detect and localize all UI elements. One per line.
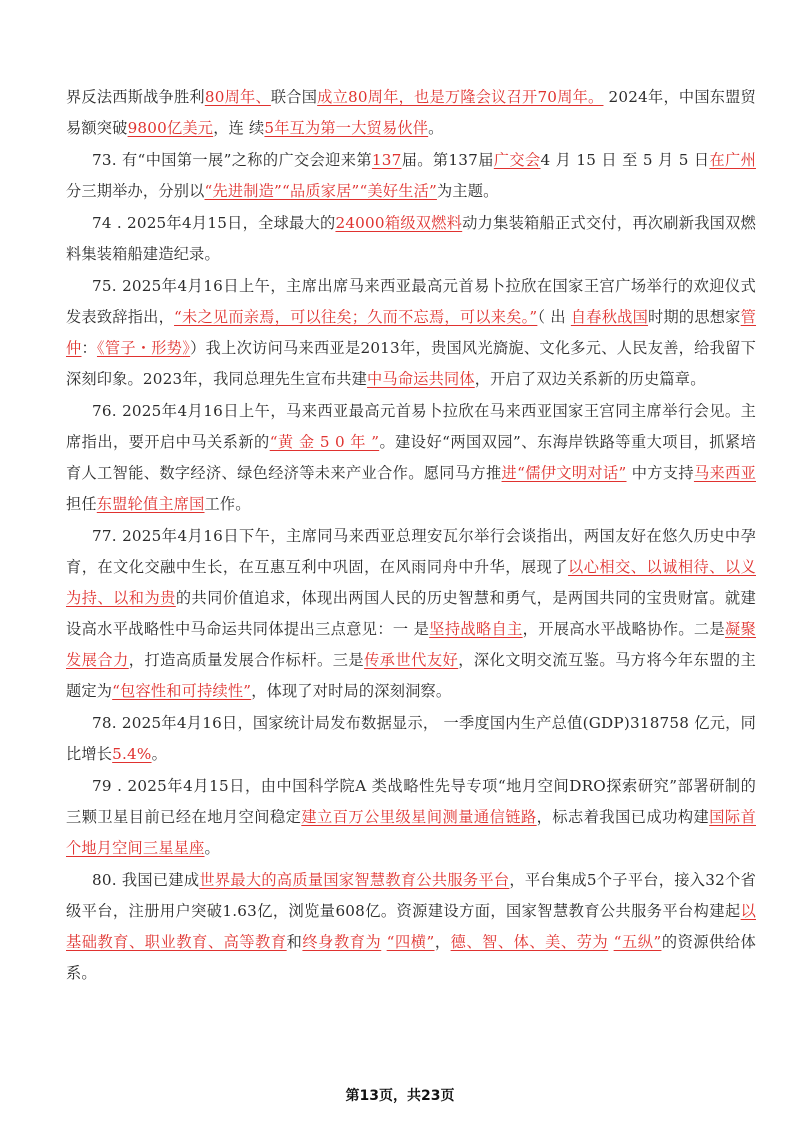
body-text: 的共同价值追求，体现出两国人民的历史智慧和勇气，是两国共同的宝贵财富。就建设高水平战略性中马命运共同体提出三点意见：一 是 xyxy=(66,589,756,638)
body-text: 78. 2025年4月16日，国家统计局发布数据显示， 一季度国内生产总值(GDP)318758 亿元，同比增长 xyxy=(66,714,756,763)
highlighted-answer: 建立百万公里级星间测量通信链路 xyxy=(301,808,537,826)
body-text: 动力集装箱船正式交付，再次刷新我国双燃料集装箱船建造纪录。 xyxy=(66,214,756,263)
body-text: 联合国 xyxy=(270,88,318,106)
body-text: 74 . 2025年4月15日，全球最大的 xyxy=(92,214,336,232)
body-text: 73. 有“中国第一展”之称的广交会迎来第 xyxy=(92,151,372,169)
body-text: 界反法西斯战争胜利 xyxy=(66,88,205,106)
body-text: 75. 2025年4月16日上午，主席出席马来西亚最高元首易卜拉欣在国家王宫广场举行的欢迎仪式发表致辞指出， xyxy=(66,277,756,326)
body-text: 。 xyxy=(428,119,444,137)
body-text: 79 . 2025年4月15日，由中国科学院A 类战略性先导专项“地月空间DRO探索研究”部署研制的三颗卫星目前已经在地月空间稳定 xyxy=(66,777,756,826)
highlighted-answer: 以基础教育、职业教育、高等教育 xyxy=(66,902,756,951)
highlighted-answer: 传承世代友好 xyxy=(364,651,459,669)
para-76 xyxy=(66,396,756,520)
body-text: 和 xyxy=(286,933,303,951)
highlighted-answer: “五纵” xyxy=(613,933,662,951)
highlighted-answer: 成立80周年，也是万隆会议召开70周年。 xyxy=(317,88,604,106)
highlighted-answer: 80周年、 xyxy=(204,88,271,106)
body-text: 分三期举办，分别以 xyxy=(66,182,205,200)
body-text: ， xyxy=(434,933,451,951)
highlighted-answer: 自春秋战国 xyxy=(570,308,649,326)
body-text: 。 xyxy=(151,745,167,763)
highlighted-answer: 137 xyxy=(371,151,402,169)
para-78 xyxy=(66,708,756,770)
body-text: 。 xyxy=(204,839,220,857)
highlighted-answer: “未之见而亲焉，可以往矣；久而不忘焉，可以来矣。” xyxy=(174,308,538,326)
para-74 xyxy=(66,208,756,270)
body-text: 中方支持 xyxy=(626,464,694,482)
para-79 xyxy=(66,771,756,864)
highlighted-answer: “先进制造”“品质家居”“美好生活” xyxy=(204,182,437,200)
body-text: ，深化文明交流互鉴。马方将今年东盟的主题定为 xyxy=(66,651,757,700)
para-80 xyxy=(66,865,756,989)
highlighted-answer: 管仲 xyxy=(66,308,757,357)
highlighted-answer: “黄 金 5 0 年 ” xyxy=(269,433,380,451)
highlighted-answer: 24000箱级双燃料 xyxy=(335,214,463,232)
highlighted-answer: 东盟轮值主席国 xyxy=(96,495,205,513)
highlighted-answer: 在广州 xyxy=(709,151,756,169)
body-text: 时期的思想家 xyxy=(648,308,741,326)
para-73 xyxy=(66,145,756,207)
highlighted-answer: 中马命运共同体 xyxy=(367,370,475,388)
body-text: ，连 续 xyxy=(213,119,265,137)
para-77 xyxy=(66,521,756,707)
body-text: ： xyxy=(81,339,97,357)
highlighted-answer: 5年互为第一大贸易伙伴 xyxy=(264,119,429,137)
body-text: ，标志着我国已成功构建 xyxy=(536,808,710,826)
body-text: （ 出 xyxy=(537,308,571,326)
highlighted-answer: 德、智、体、美、劳为 xyxy=(450,933,609,951)
highlighted-answer: 国际首个地月空间三星星座 xyxy=(66,808,756,857)
body-text: ，体现了对时局的深刻洞察。 xyxy=(251,682,452,700)
highlighted-answer: 广交会 xyxy=(493,151,541,169)
body-text: 。建设好“两国双园”、东海岸铁路等重大项目，抓紧培育人工智能、数字经济、绿色经济等未来产业合作。愿同马方推 xyxy=(66,433,757,482)
highlighted-answer: 进“儒伊文明对话” xyxy=(501,464,627,482)
body-text: ，开展高水平战略协作。二是 xyxy=(522,620,726,638)
body-text: ，平台集成5个子平台，接入32个省级平台，注册用户突破1.63亿，浏览量608亿。资源建设方面，国家智慧教育公共服务平台构建起 xyxy=(66,871,757,920)
highlighted-answer: 终身教育为 xyxy=(302,933,382,951)
para-75 xyxy=(66,271,756,395)
body-text: ，开启了双边关系新的历史篇章。 xyxy=(474,370,706,388)
highlighted-answer: “包容性和可持续性” xyxy=(112,682,252,700)
highlighted-answer: 世界最大的高质量国家智慧教育公共服务平台 xyxy=(199,871,510,889)
highlighted-answer: 5.4% xyxy=(112,745,152,763)
body-text: 为主题。 xyxy=(436,182,499,200)
document-body xyxy=(66,82,756,990)
body-text: 76. 2025年4月16日上午，马来西亚最高元首易卜拉欣在马来西亚国家王宫同主席举行会见。主席指出，要开启中马关系新的 xyxy=(66,402,756,451)
highlighted-answer: 坚持战略自主 xyxy=(429,620,523,638)
page-footer: 第13页，共23页 xyxy=(345,1088,455,1104)
highlighted-answer: “四横” xyxy=(386,933,435,951)
highlighted-answer: 《管子・形势》 xyxy=(96,339,191,357)
body-text: 80. 我国已建成 xyxy=(92,871,200,889)
highlighted-answer: 以心相交、以诚相待、以义为持、以和为贵 xyxy=(66,558,756,607)
body-text: 届。第137届 xyxy=(401,151,494,169)
body-text: 担任 xyxy=(66,495,97,513)
body-text: 2024年，中国东盟贸易额突破 xyxy=(66,88,756,137)
body-text: ）我上次访问马来西亚是2013年，贵国风光旖旎、文化多元、人民友善，给我留下深刻印象。2023年，我同总理先生宣布共建 xyxy=(66,339,756,388)
highlighted-answer: 9800亿美元 xyxy=(127,119,214,137)
highlighted-answer: 凝聚发展合力 xyxy=(66,620,756,669)
para-continuation xyxy=(66,82,756,144)
body-text: 的资源供给体系。 xyxy=(66,933,757,982)
highlighted-answer: 马来西亚 xyxy=(693,464,756,482)
body-text: 4 月 15 日 至 5 月 5 日 xyxy=(540,151,710,169)
body-text: ，打造高质量发展合作标杆。三是 xyxy=(128,651,365,669)
body-text: 77. 2025年4月16日下午，主席同马来西亚总理安瓦尔举行会谈指出，两国友好在悠久历史中孕育，在文化交融中生长，在互惠互利中巩固，在风雨同舟中升华，展现了 xyxy=(66,527,756,576)
body-text: 工作。 xyxy=(204,495,251,513)
